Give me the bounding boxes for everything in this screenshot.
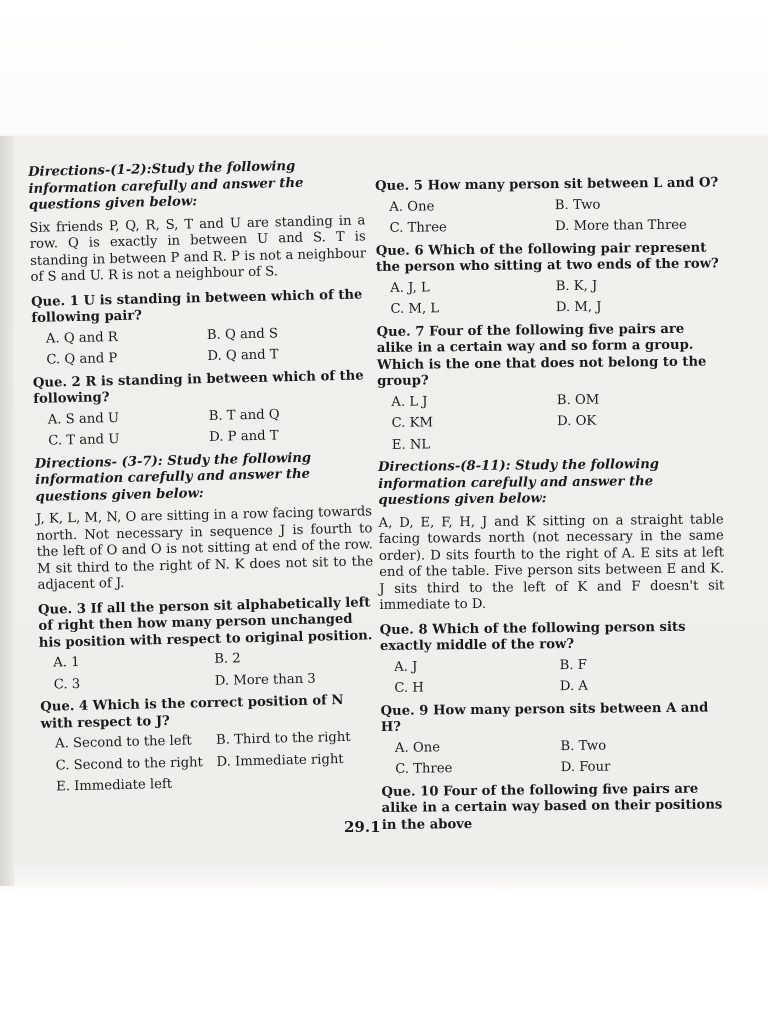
directions-1-2-text: Six friends P, Q, R, S, T and U are standing in a row. Q is exactly in between U and S. T is standing in between P and R. P is not a neighbour of S and U. R is not a neighbour of S. bbox=[29, 212, 367, 285]
q8-option-b: B. F bbox=[559, 657, 587, 673]
q3-option-c: C. 3 bbox=[53, 676, 81, 693]
right-column bbox=[375, 171, 727, 838]
question-6: Que. 6 Which of the following pair represent the person who sitting at two ends of the row? bbox=[375, 240, 719, 275]
question-7: Que. 7 Four of the following five pairs are alike in a certain way and so form a group. Which is the one that does not belong to the group? bbox=[376, 321, 707, 389]
q7-option-b: B. OM bbox=[556, 392, 600, 408]
question-4: Que. 4 Which is the correct position of N with respect to J? bbox=[40, 692, 344, 732]
q6-option-a: A. J, L bbox=[390, 279, 430, 296]
q1-option-a: A. Q and R bbox=[45, 329, 118, 347]
question-1-options bbox=[46, 324, 369, 369]
q8-option-d: D. A bbox=[559, 678, 588, 695]
directions-3-7-text: J, K, L, M, N, O are sitting in a row facing towards north. Not necessary in sequence J is fourth to the left of O and O is not sitting at end of the row. M sit third to the right of N. K does not sit to the adjacent of J. bbox=[35, 504, 374, 593]
directions-8-11-text: A, D, E, F, H, J and K sitting on a straight table facing towards north (not necessary in the same order). D sits fourth to the right of A. E sits at left end of the table. Five person sits between E and K. J sits third to the left of K and F doesn't sit immediate to D. bbox=[378, 511, 725, 613]
directions-1-2-title: Directions-(1-2):Study the following information carefully and answer the questions given below: bbox=[28, 158, 304, 213]
q7-option-e: E. NL bbox=[391, 436, 431, 453]
question-3-options bbox=[53, 648, 376, 693]
question-3: Que. 3 If all the person sit alphabetically left of right then how many person unchanged his position with respect to original position. bbox=[37, 594, 373, 651]
question-2-options bbox=[48, 405, 371, 450]
q4-option-c: C. Second to the right bbox=[55, 754, 204, 774]
left-column bbox=[28, 157, 378, 802]
q3-option-d: D. More than 3 bbox=[214, 671, 316, 689]
q4-option-d: D. Immediate right bbox=[216, 751, 344, 770]
q5-option-d: D. More than Three bbox=[554, 217, 687, 235]
question-10: Que. 10 Four of the following five pairs are alike in a certain way based on their positions in the above bbox=[381, 781, 723, 833]
directions-3-7-title: Directions- (3-7): Study the following information carefully and answer the questions given below: bbox=[34, 450, 312, 505]
question-1: Que. 1 U is standing in between which of the following pair? bbox=[30, 286, 363, 326]
q4-option-b: B. Third to the right bbox=[215, 729, 351, 748]
q7-option-c: C. KM bbox=[391, 415, 434, 431]
q9-option-b: B. Two bbox=[560, 738, 607, 754]
question-8-options bbox=[394, 656, 725, 697]
directions-8-11-title: Directions-(8-11): Study the following information carefully and answer the questions given below: bbox=[377, 457, 660, 508]
q1-option-c: C. Q and P bbox=[46, 351, 118, 368]
q2-option-a: A. S and U bbox=[47, 410, 120, 428]
q6-option-d: D. M, J bbox=[555, 299, 602, 316]
q4-option-e: E. Immediate left bbox=[55, 776, 173, 795]
q3-option-a: A. 1 bbox=[53, 654, 80, 671]
question-8: Que. 8 Which of the following person sits exactly middle of the row? bbox=[379, 619, 686, 654]
q8-option-a: A. J bbox=[394, 659, 418, 675]
question-9: Que. 9 How many person sits between A and H? bbox=[380, 700, 709, 735]
q1-option-b: B. Q and S bbox=[206, 325, 279, 343]
q9-option-d: D. Four bbox=[560, 759, 611, 776]
question-5: Que. 5 How many person sit between L and O? bbox=[375, 175, 719, 194]
q3-option-b: B. 2 bbox=[214, 651, 241, 667]
q2-option-d: D. P and T bbox=[209, 428, 279, 445]
page-number: 29.1 bbox=[344, 818, 381, 836]
q2-option-b: B. T and Q bbox=[208, 406, 280, 424]
q6-option-c: C. M, L bbox=[390, 301, 440, 317]
q6-option-b: B. K, J bbox=[555, 278, 598, 294]
q9-option-a: A. One bbox=[394, 739, 441, 756]
q8-option-c: C. H bbox=[394, 680, 424, 696]
question-9-options bbox=[395, 737, 726, 778]
q2-option-c: C. T and U bbox=[48, 431, 120, 449]
question-5-options bbox=[389, 196, 720, 237]
question-4-options bbox=[55, 729, 378, 796]
q1-option-d: D. Q and T bbox=[207, 347, 279, 364]
question-2: Que. 2 R is standing in between which of the following? bbox=[32, 367, 364, 407]
q7-option-d: D. OK bbox=[557, 413, 597, 430]
q4-option-a: A. Second to the left bbox=[54, 733, 192, 752]
q7-option-a: A. L J bbox=[391, 393, 428, 410]
question-7-options bbox=[391, 391, 723, 454]
q5-option-b: B. Two bbox=[554, 197, 601, 213]
question-6-options bbox=[390, 277, 721, 318]
q5-option-a: A. One bbox=[389, 198, 435, 215]
page-edge-shadow bbox=[0, 136, 14, 886]
q9-option-c: C. Three bbox=[395, 761, 453, 777]
q5-option-c: C. Three bbox=[389, 220, 447, 236]
